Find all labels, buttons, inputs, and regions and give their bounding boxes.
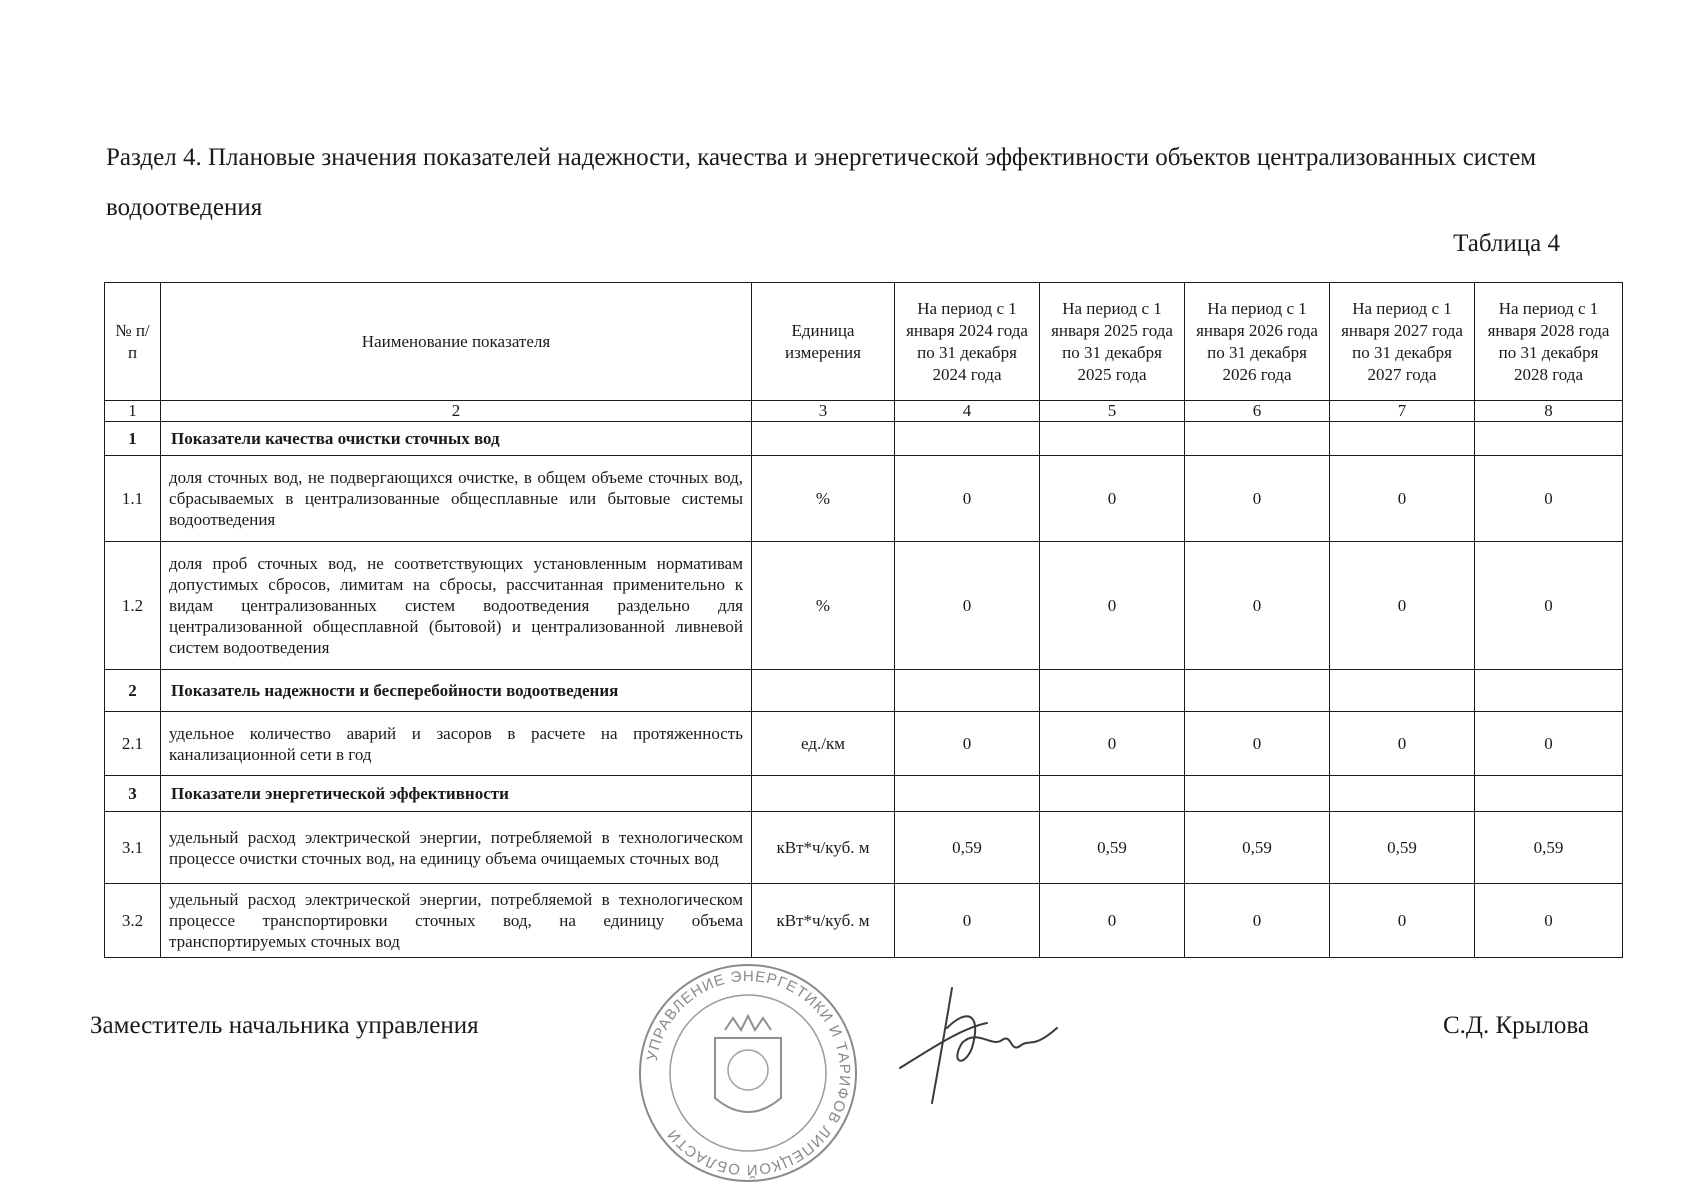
row-value-2027: 0 [1330, 712, 1475, 776]
empty-cell [1040, 776, 1185, 812]
row-value-2028: 0 [1475, 456, 1623, 542]
section-row [105, 670, 1623, 712]
row-name: доля сточных вод, не подвергающихся очистке, в общем объеме сточных вод, сбрасываемых в централизованные общесплавные или бытовые системы водоотведения [161, 456, 752, 542]
empty-cell [1185, 670, 1330, 712]
section-name: Показатели качества очистки сточных вод [161, 422, 752, 456]
row-value-2028: 0 [1475, 542, 1623, 670]
column-number-row [105, 401, 1623, 422]
row-value-2028: 0,59 [1475, 812, 1623, 884]
section-row [105, 776, 1623, 812]
row-value-2027: 0 [1330, 456, 1475, 542]
header-period-2028: На период с 1 января 2028 года по 31 декабря 2028 года [1475, 283, 1623, 401]
empty-cell [1330, 670, 1475, 712]
row-value-2026: 0 [1185, 542, 1330, 670]
row-unit: % [752, 542, 895, 670]
row-value-2024: 0 [895, 542, 1040, 670]
table-row [105, 542, 1623, 670]
svg-text:УПРАВЛЕНИЕ ЭНЕРГЕТИКИ И ТАРИФО [644, 968, 853, 1179]
row-name: удельный расход электрической энергии, потребляемой в технологическом процессе транспортировки сточных вод, на единицу объема транспортируемых сточных вод [161, 884, 752, 958]
empty-cell [752, 776, 895, 812]
row-value-2025: 0,59 [1040, 812, 1185, 884]
column-number: 5 [1040, 401, 1185, 422]
column-number: 6 [1185, 401, 1330, 422]
row-value-2028: 0 [1475, 712, 1623, 776]
column-number: 7 [1330, 401, 1475, 422]
document-title: Раздел 4. Плановые значения показателей надежности, качества и энергетической эффективности объектов централизованных систем водоотведения [106, 144, 1537, 221]
empty-cell [895, 776, 1040, 812]
table-row [105, 456, 1623, 542]
header-period-2027: На период с 1 января 2027 года по 31 декабря 2027 года [1330, 283, 1475, 401]
row-value-2026: 0,59 [1185, 812, 1330, 884]
empty-cell [1330, 776, 1475, 812]
official-stamp [633, 958, 863, 1188]
row-value-2025: 0 [1040, 542, 1185, 670]
section-name: Показатели энергетической эффективности [161, 776, 752, 812]
row-value-2026: 0 [1185, 884, 1330, 958]
stamp-text: УПРАВЛЕНИЕ ЭНЕРГЕТИКИ И ТАРИФОВ ЛИПЕЦКОЙ ОБЛАСТИ [643, 967, 854, 1179]
table-row [105, 812, 1623, 884]
row-value-2025: 0 [1040, 884, 1185, 958]
header-num: № п/п [105, 283, 161, 401]
row-unit: кВт*ч/куб. м [752, 884, 895, 958]
empty-cell [1330, 422, 1475, 456]
empty-cell [1475, 670, 1623, 712]
row-name: удельное количество аварий и засоров в расчете на протяженность канализационной сети в год [161, 712, 752, 776]
empty-cell [895, 422, 1040, 456]
row-name: доля проб сточных вод, не соответствующих установленным нормативам допустимых сбросов, лимитам на сбросы, рассчитанная применительно к видам централизованных систем водоотведения раздельно для централизованной общесплавной (бытовой) и централизованной ливневой систем водоотведения [161, 542, 752, 670]
header-name: Наименование показателя [161, 283, 752, 401]
row-num: 1.1 [105, 456, 161, 542]
row-unit: % [752, 456, 895, 542]
empty-cell [895, 670, 1040, 712]
empty-cell [1040, 422, 1185, 456]
header-period-2024: На период с 1 января 2024 года по 31 декабря 2024 года [895, 283, 1040, 401]
row-value-2025: 0 [1040, 456, 1185, 542]
column-number: 4 [895, 401, 1040, 422]
signer-name: С.Д. Крылова [1443, 1012, 1589, 1039]
empty-cell [1185, 422, 1330, 456]
table-row [105, 884, 1623, 958]
header-unit: Единица измерения [752, 283, 895, 401]
table-header-row [105, 283, 1623, 401]
row-num: 3.1 [105, 812, 161, 884]
row-value-2024: 0,59 [895, 812, 1040, 884]
empty-cell [1475, 776, 1623, 812]
row-num: 2.1 [105, 712, 161, 776]
section-num: 2 [105, 670, 161, 712]
row-value-2024: 0 [895, 456, 1040, 542]
empty-cell [1475, 422, 1623, 456]
row-value-2024: 0 [895, 712, 1040, 776]
empty-cell [1040, 670, 1185, 712]
header-period-2026: На период с 1 января 2026 года по 31 декабря 2026 года [1185, 283, 1330, 401]
row-unit: ед./км [752, 712, 895, 776]
row-value-2024: 0 [895, 884, 1040, 958]
row-value-2027: 0,59 [1330, 812, 1475, 884]
section-num: 3 [105, 776, 161, 812]
section-name: Показатель надежности и бесперебойности водоотведения [161, 670, 752, 712]
section-row [105, 422, 1623, 456]
row-value-2028: 0 [1475, 884, 1623, 958]
row-unit: кВт*ч/куб. м [752, 812, 895, 884]
column-number: 8 [1475, 401, 1623, 422]
column-number: 1 [105, 401, 161, 422]
section-num: 1 [105, 422, 161, 456]
signature [892, 968, 1062, 1108]
row-value-2026: 0 [1185, 712, 1330, 776]
row-value-2026: 0 [1185, 456, 1330, 542]
table-caption: Таблица 4 [1453, 230, 1560, 257]
row-num: 3.2 [105, 884, 161, 958]
row-name: удельный расход электрической энергии, потребляемой в технологическом процессе очистки сточных вод, на единицу объема очищаемых сточных вод [161, 812, 752, 884]
column-number: 3 [752, 401, 895, 422]
signer-position: Заместитель начальника управления [90, 1012, 479, 1039]
column-number: 2 [161, 401, 752, 422]
row-num: 1.2 [105, 542, 161, 670]
row-value-2025: 0 [1040, 712, 1185, 776]
row-value-2027: 0 [1330, 542, 1475, 670]
empty-cell [752, 422, 895, 456]
empty-cell [752, 670, 895, 712]
table-row [105, 712, 1623, 776]
empty-cell [1185, 776, 1330, 812]
row-value-2027: 0 [1330, 884, 1475, 958]
indicators-table [104, 282, 1623, 958]
header-period-2025: На период с 1 января 2025 года по 31 декабря 2025 года [1040, 283, 1185, 401]
